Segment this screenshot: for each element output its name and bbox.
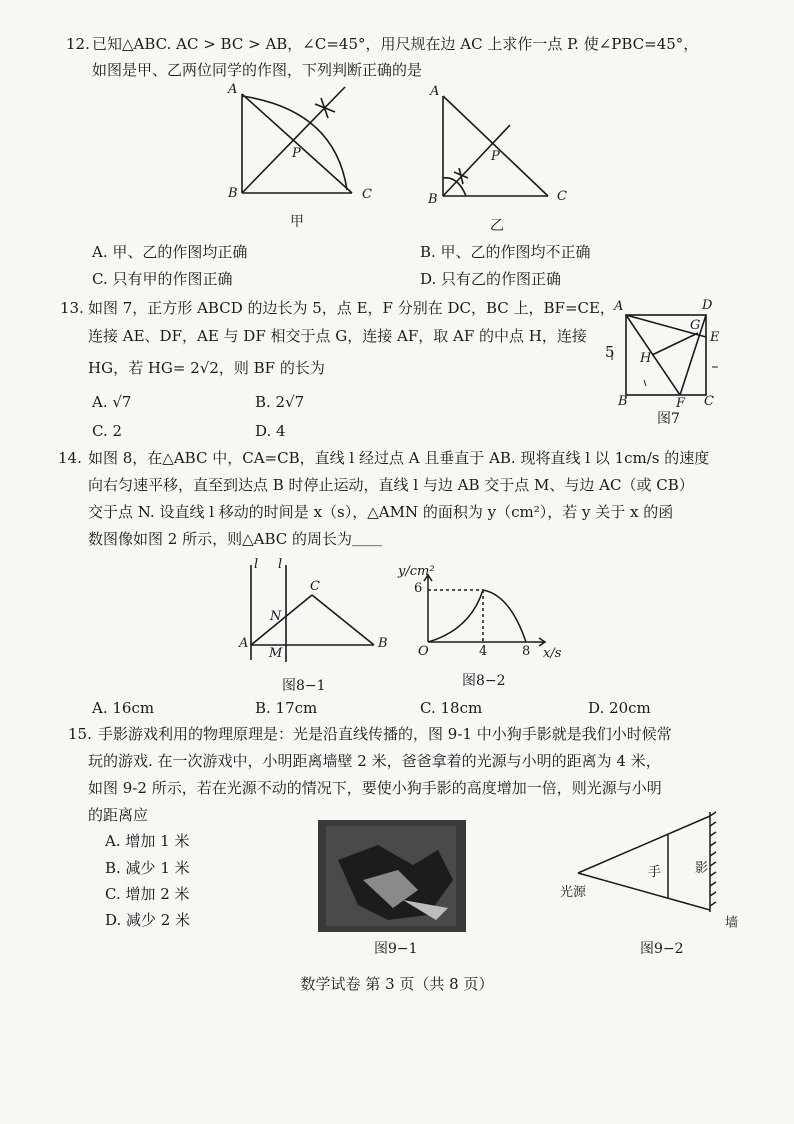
q14-fig1-label-N: N	[270, 609, 282, 624]
q14-number: 14.	[58, 449, 82, 467]
q13-stem-line1: 如图 7，正方形 ABCD 的边长为 5，点 E，F 分别在 DC，BC 上，BF=CE，	[88, 299, 615, 317]
q13-option-b: B. 2√7	[255, 393, 305, 411]
q13-label-G: G	[690, 318, 701, 333]
q14-fig2-tick-8: 8	[522, 644, 531, 659]
q15-option-a: A. 增加 1 米	[105, 832, 190, 850]
q15-fig2-label-hand: 手	[648, 865, 662, 880]
q15-stem-line4: 的距离应	[88, 806, 149, 824]
q14-fig2-xlabel: x/s	[543, 646, 562, 661]
q14-stem-line2: 向右匀速平移，直至到达点 B 时停止运动，直线 l 与边 AB 交于点 M、与边 AC（或 CB）	[88, 476, 694, 494]
q13-label-A: A	[614, 299, 624, 314]
q14-fig1-label-M: M	[269, 646, 283, 661]
q12-jia-label-P: P	[292, 146, 301, 161]
q15-fig2-label-wall: 墙	[722, 915, 737, 928]
q14-fig1-label-l1: l	[254, 557, 259, 572]
q14-option-c: C. 18cm	[420, 699, 483, 717]
q12-jia-label-C: C	[362, 187, 372, 202]
q13-label-F: F	[676, 396, 686, 411]
q13-label-D: D	[702, 298, 713, 313]
q14-stem-line1: 如图 8，在△ABC 中，CA=CB，直线 l 经过点 A 且垂直于 AB. 现将直线 l 以 1cm/s 的速度	[88, 449, 710, 467]
q13-number: 13.	[60, 299, 84, 317]
q15-fig2-label-light: 光源	[560, 885, 587, 900]
q14-fig1-label-C: C	[310, 579, 320, 594]
q12-jia-label-B: B	[228, 186, 238, 201]
q13-stem-line3: HG，若 HG= 2√2，则 BF 的长为	[88, 359, 325, 377]
q13-label-H: H	[640, 351, 652, 366]
q12-option-a: A. 甲、乙的作图均正确	[92, 243, 248, 261]
q12-jia-label-A: A	[228, 82, 238, 97]
q13-option-a: A. √7	[92, 393, 132, 411]
q15-option-b: B. 减少 1 米	[105, 859, 190, 877]
q13-label-C: C	[704, 394, 714, 409]
q12-jia-caption: 甲	[290, 214, 304, 230]
q15-fig1-caption: 图9−1	[374, 941, 418, 957]
q14-stem-line4: 数图像如图 2 所示，则△ABC 的周长为＿＿	[88, 530, 382, 548]
q13-option-c: C. 2	[92, 422, 123, 440]
q12-yi-caption: 乙	[490, 218, 504, 234]
q12-option-c: C. 只有甲的作图正确	[92, 270, 233, 288]
q14-fig1-label-A: A	[239, 636, 249, 651]
q15-stem-line2: 玩的游戏. 在一次游戏中，小明距离墙壁 2 米，爸爸拿着的光源与小明的距离为 4 米，	[88, 752, 661, 770]
q13-label-B: B	[618, 394, 628, 409]
q12-stem-line1: 已知△ABC. AC > BC > AB，∠C=45°，用尺规在边 AC 上求作一点 P. 使∠PBC=45°，	[92, 35, 699, 53]
q13-stem-line2: 连接 AE、DF，AE 与 DF 相交于点 G，连接 AF，取 AF 的中点 H，连接	[88, 327, 587, 345]
q12-number: 12.	[66, 35, 90, 53]
q13-label-E: E	[710, 330, 720, 345]
q14-fig1-label-B: B	[378, 636, 388, 651]
q12-stem-line2: 如图是甲、乙两位同学的作图，下列判断正确的是	[92, 61, 423, 79]
q13-handwritten-five: 5	[605, 343, 615, 361]
q15-fig2-label-shadow: 影	[695, 861, 709, 876]
q12-option-b: B. 甲、乙的作图均不正确	[420, 243, 591, 261]
q12-yi-label-C: C	[557, 189, 567, 204]
q14-option-b: B. 17cm	[255, 699, 318, 717]
q12-yi-label-P: P	[491, 149, 500, 164]
q15-stem-line3: 如图 9-2 所示，若在光源不动的情况下，要使小狗手影的高度增加一倍，则光源与小明	[88, 779, 662, 797]
q14-option-d: D. 20cm	[588, 699, 651, 717]
q14-fig1-caption: 图8−1	[282, 678, 326, 694]
q12-yi-label-A: A	[430, 84, 440, 99]
q12-yi-label-B: B	[428, 192, 438, 207]
q14-fig1-label-l2: l	[278, 557, 283, 572]
q15-number: 15.	[68, 725, 92, 743]
q14-fig2-tick-6: 6	[414, 581, 423, 596]
q13-caption: 图7	[657, 411, 680, 427]
q13-option-d: D. 4	[255, 422, 286, 440]
q14-fig2-ylabel: y/cm²	[398, 564, 435, 579]
q14-fig2-tick-4: 4	[479, 644, 488, 659]
q15-fig2-caption: 图9−2	[640, 941, 684, 957]
q14-option-a: A. 16cm	[92, 699, 155, 717]
q15-option-d: D. 减少 2 米	[105, 911, 191, 929]
q15-option-c: C. 增加 2 米	[105, 885, 190, 903]
q15-stem-line1: 手影游戏利用的物理原理是：光是沿直线传播的，图 9-1 中小狗手影就是我们小时候常	[98, 725, 672, 743]
q12-option-d: D. 只有乙的作图正确	[420, 270, 562, 288]
q14-fig2-caption: 图8−2	[462, 673, 506, 689]
page-footer: 数学试卷 第 3 页（共 8 页）	[300, 975, 494, 993]
q14-fig2-origin: O	[418, 644, 429, 659]
q14-stem-line3: 交于点 N. 设直线 l 移动的时间是 x（s），△AMN 的面积为 y（cm²），若 y 关于 x 的函	[88, 503, 674, 521]
